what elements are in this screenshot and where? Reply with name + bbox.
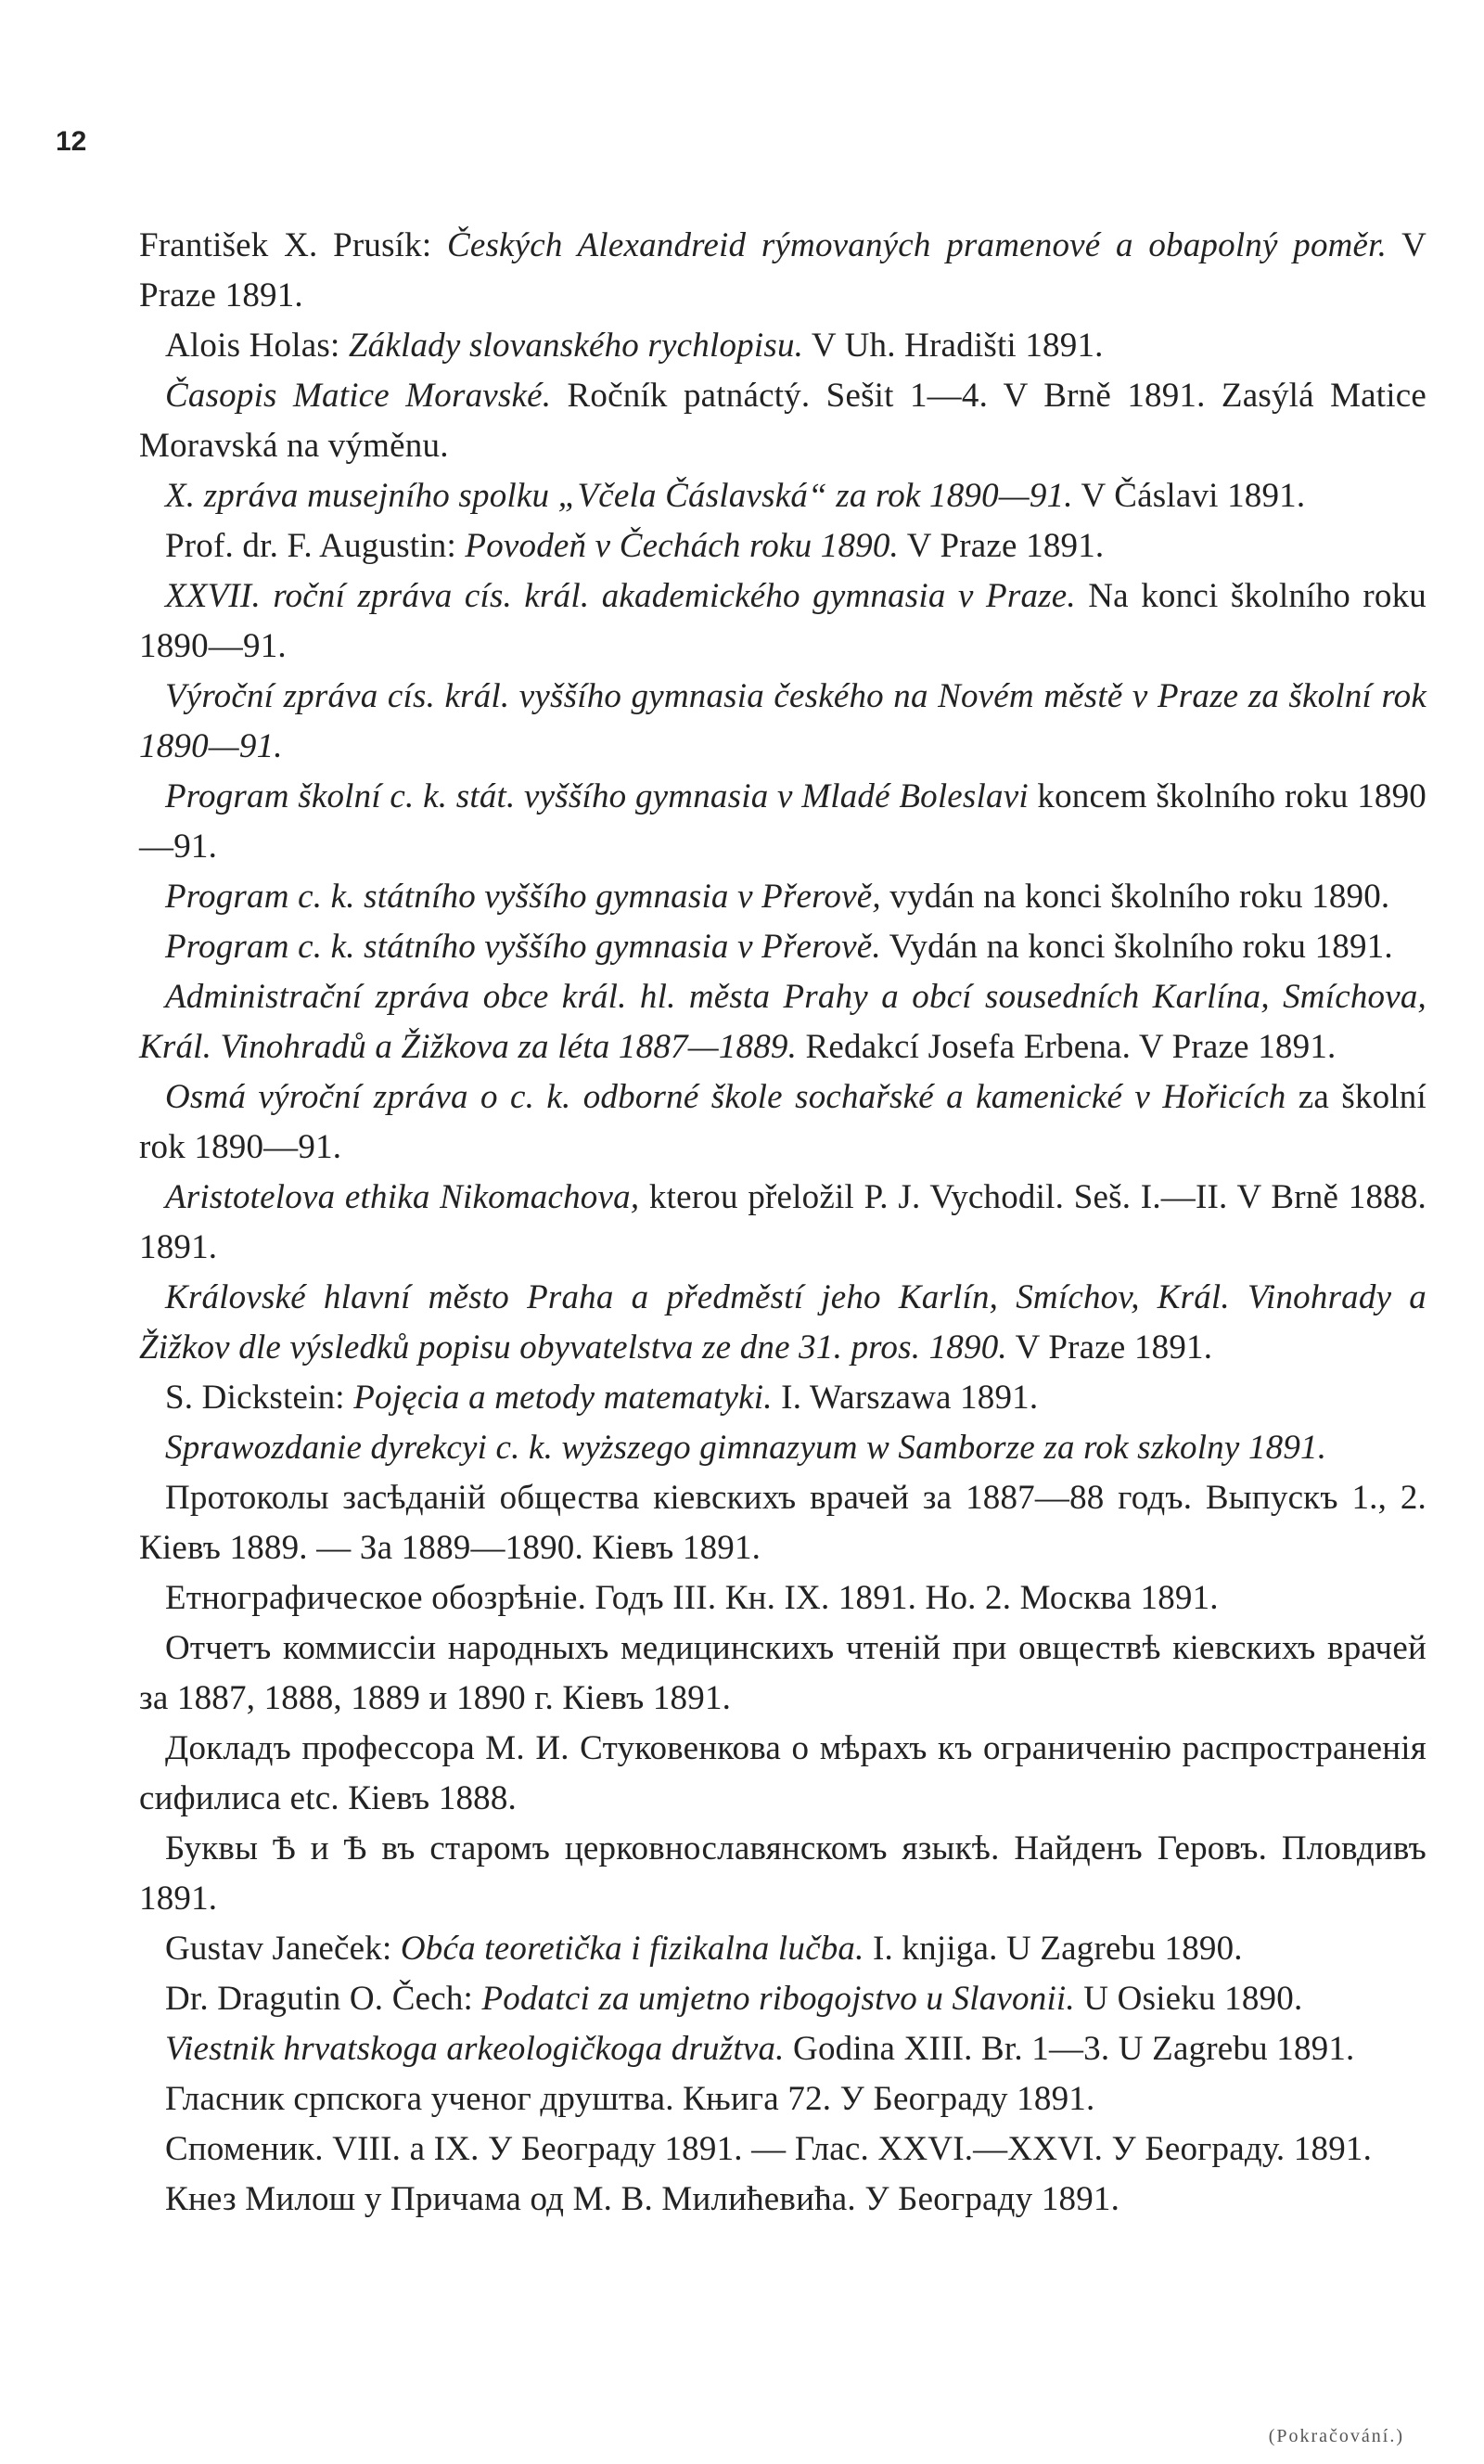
bibliography-entry [139,1423,1426,1473]
entry-title: Pojęcia a metody matematyki. [353,1379,773,1417]
bibliography-entry [139,2175,1426,2225]
entry-details: Протоколы засѣданій общества кіевскихъ врачей за 1887—88 годъ. Выпускъ 1., 2. Кіевъ 1889. — За 1889—1890. Кіевъ 1891. [139,1479,1426,1567]
entry-title: X. zpráva musejního spolku „Včela Čáslavská“ za rok 1890—91. [165,477,1073,515]
bibliography-entry [139,872,1426,922]
entry-author: Dr. Dragutin O. Čech: [165,1980,482,2018]
entry-title: Obća teoretička i fizikalna lučba. [400,1930,864,1968]
bibliography-entry [139,1924,1426,1974]
entry-title: Viestnik hrvatskoga arkeologičkoga družtva. [165,2030,785,2068]
entry-details: V Praze 1891. [899,527,1105,565]
bibliography-entry [139,521,1426,571]
entry-title: Královské hlavní město Praha a předměstí jeho Karlín, Smíchov, Král. Vinohrady a Žižkov dle výsledků popisu obyvatelstva ze dne 31. pros. 1890. [139,1278,1426,1367]
entry-author: František X. Prusík: [139,226,447,264]
bibliography-entry [139,1623,1426,1724]
entry-details: V Uh. Hradišti 1891. [803,327,1104,365]
entry-details: V Čáslavi 1891. [1072,477,1306,515]
bibliography-entry [139,371,1426,471]
entry-author: Gustav Janeček: [165,1930,401,1968]
entry-title: Podatci za umjetno ribogojstvo u Slavonii. [481,1980,1075,2018]
entry-details: I. knjiga. U Zagrebu 1890. [864,1930,1243,1968]
entry-title: Časopis Matice Moravské. [165,377,552,415]
bibliography-entry [139,471,1426,521]
bibliography-entry [139,672,1426,772]
entry-details: V Praze 1891. [1006,1328,1213,1367]
entry-details: I. Warszawa 1891. [772,1379,1039,1417]
entry-details: Na konci školního roku 1890—91. [139,577,1426,665]
bibliography-entry [139,1824,1426,1924]
entry-author: Alois Holas: [165,327,349,365]
entry-title: Základy slovanského rychlopisu. [348,327,804,365]
entry-details: Отчетъ коммиссіи народныхъ медицинскихъ чтеній при овществѣ кіевскихъ врачей за 1887, 1888, 1889 и 1890 г. Кіевъ 1891. [139,1629,1426,1717]
bibliography-entry [139,1373,1426,1423]
entry-details: vydán na konci školního roku 1890. [880,878,1390,916]
bibliography-entry [139,2024,1426,2074]
entry-details: Буквы Ѣ и Ѣ въ старомъ церковнославянскомъ языкѣ. Найденъ Геровъ. Пловдивъ 1891. [139,1829,1426,1918]
bibliography-entry [139,221,1426,321]
entry-details: V Praze 1891. [139,226,1426,314]
bibliography-entry [139,972,1426,1072]
continued-note: (Pokračování.) [1268,2426,1404,2446]
entry-details: Кнез Милош у Причама од М. В. Милићевића. У Београду 1891. [165,2180,1120,2218]
bibliography-entry [139,1573,1426,1623]
bibliography-entry [139,1173,1426,1273]
bibliography-entry [139,922,1426,972]
bibliography-list [139,221,1426,2225]
bibliography-entry [139,1473,1426,1573]
entry-title: Program c. k. státního vyššího gymnasia v Přerově. [165,928,881,966]
entry-details: Redakcí Josefa Erbena. V Praze 1891. [797,1028,1337,1066]
entry-details: za školní rok 1890—91. [139,1078,1426,1166]
bibliography-entry [139,2074,1426,2124]
bibliography-entry [139,1724,1426,1824]
bibliography-entry [139,772,1426,872]
bibliography-entry [139,1072,1426,1173]
entry-author: S. Dickstein: [165,1379,354,1417]
entry-details: Споменик. VIII. а IX. У Београду 1891. — Глас. XXVI.—XXVI. У Београду. 1891. [165,2130,1373,2168]
entry-details: kterou přeložil P. J. Vychodil. Seš. I.—II. V Brně 1888. 1891. [139,1178,1426,1266]
bibliography-entry [139,321,1426,371]
entry-title: Aristotelova ethika Nikomachova, [165,1178,640,1216]
entry-details: Гласник српскога ученог друштва. Књига 72. У Београду 1891. [165,2080,1095,2118]
entry-title: Povodeň v Čechách roku 1890. [465,527,900,565]
entry-details: U Osieku 1890. [1074,1980,1303,2018]
entry-title: Českých Alexandreid rýmovaných pramenové a obapolný poměr. [446,226,1388,264]
entry-title: XXVII. roční zpráva cís. král. akademického gymnasia v Praze. [165,577,1076,615]
entry-author: Prof. dr. F. Augustin: [165,527,466,565]
entry-title: Program školní c. k. stát. vyššího gymnasia v Mladé Boleslavi [165,777,1029,815]
bibliography-entry [139,2124,1426,2175]
page-number: 12 [56,126,87,157]
entry-details: Ročník patnáctý. Sešit 1—4. V Brně 1891. Zasýlá Matice Moravská na výměnu. [139,377,1427,465]
entry-title: Osmá výroční zpráva o c. k. odborné škole sochařské a kamenické v Hořicích [165,1078,1286,1116]
entry-details: Godina XIII. Br. 1—3. U Zagrebu 1891. [784,2030,1355,2068]
entry-details: Vydán na konci školního roku 1891. [880,928,1393,966]
bibliography-entry [139,1974,1426,2024]
entry-title: Sprawozdanie dyrekcyi c. k. wyższego gimnazyum w Samborze za rok szkolny 1891. [165,1429,1327,1467]
entry-details: koncem školního roku 1890—91. [139,777,1426,866]
entry-details: Докладъ профессора М. И. Стуковенкова о мѣрахъ къ ограниченію распространенія сифилиса etc. Кіевъ 1888. [139,1729,1426,1817]
bibliography-entry [139,1273,1426,1373]
bibliography-entry [139,571,1426,672]
entry-title: Výroční zpráva cís. král. vyššího gymnasia českého na Novém městě v Praze za školní rok 1890—91. [139,677,1426,765]
entry-title: Administrační zpráva obce král. hl. města Prahy a obcí sousedních Karlína, Smíchova, Král. Vinohradů a Žižkova za léta 1887—1889. [139,978,1426,1066]
entry-title: Program c. k. státního vyššího gymnasia v Přerově, [165,878,881,916]
entry-details: Етнографическое обозрѣніе. Годъ III. Кн. IX. 1891. Но. 2. Москва 1891. [165,1579,1219,1617]
